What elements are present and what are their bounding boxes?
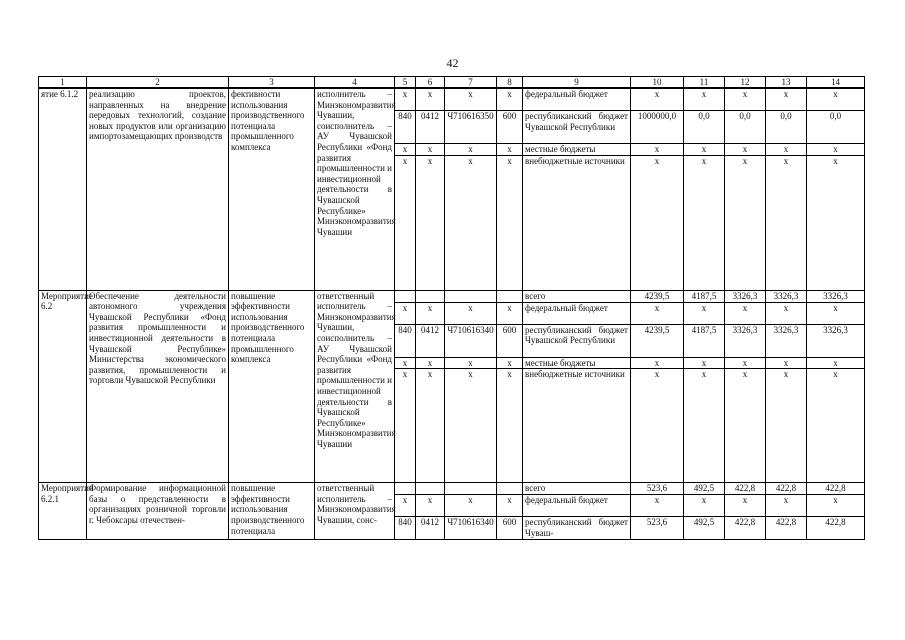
value-cell: х bbox=[445, 155, 497, 290]
value-cell: 492,5 bbox=[684, 517, 725, 540]
table-row bbox=[39, 290, 865, 302]
goal-cell: фективности использования производственного потенциала промышленного комплекса bbox=[229, 88, 315, 290]
value-cell: 0412 bbox=[416, 324, 445, 357]
column-header: 9 bbox=[523, 77, 631, 89]
value-cell: 4187,5 bbox=[684, 290, 725, 302]
value-cell: х bbox=[684, 495, 725, 517]
value-cell bbox=[497, 483, 523, 495]
value-cell bbox=[416, 483, 445, 495]
value-cell: х bbox=[684, 357, 725, 369]
value-cell: 4239,5 bbox=[631, 290, 684, 302]
value-cell: х bbox=[395, 302, 416, 324]
value-cell: х bbox=[766, 357, 807, 369]
value-cell: х bbox=[684, 155, 725, 290]
funding-source-cell: местные бюджеты bbox=[523, 357, 631, 369]
value-cell: 0,0 bbox=[766, 111, 807, 144]
value-cell: 0,0 bbox=[684, 111, 725, 144]
value-cell: х bbox=[631, 357, 684, 369]
funding-source-cell: местные бюджеты bbox=[523, 144, 631, 156]
value-cell: х bbox=[445, 495, 497, 517]
value-cell: 422,8 bbox=[766, 517, 807, 540]
value-cell: х bbox=[497, 88, 523, 111]
value-cell: 422,8 bbox=[725, 517, 766, 540]
column-header: 13 bbox=[766, 77, 807, 89]
funding-source-cell: федеральный бюджет bbox=[523, 302, 631, 324]
value-cell: х bbox=[416, 357, 445, 369]
value-cell: 840 bbox=[395, 517, 416, 540]
value-cell: х bbox=[631, 302, 684, 324]
goal-cell: повышение эффективности использования производственного потенциала bbox=[229, 483, 315, 540]
value-cell: Ч710616340 bbox=[445, 324, 497, 357]
value-cell: х bbox=[807, 369, 865, 483]
value-cell: 422,8 bbox=[725, 483, 766, 495]
value-cell: х bbox=[766, 155, 807, 290]
value-cell: х bbox=[497, 144, 523, 156]
value-cell: х bbox=[416, 302, 445, 324]
value-cell: х bbox=[631, 88, 684, 111]
value-cell: 523,6 bbox=[631, 517, 684, 540]
value-cell: 3326,3 bbox=[725, 324, 766, 357]
value-cell: х bbox=[395, 144, 416, 156]
funding-source-cell: внебюджетные источники bbox=[523, 369, 631, 483]
value-cell: х bbox=[766, 88, 807, 111]
value-cell: х bbox=[631, 144, 684, 156]
value-cell: х bbox=[497, 302, 523, 324]
value-cell: х bbox=[684, 302, 725, 324]
column-header: 11 bbox=[684, 77, 725, 89]
event-number-cell: ятие 6.1.2 bbox=[39, 88, 87, 290]
value-cell: х bbox=[807, 155, 865, 290]
value-cell: х bbox=[395, 357, 416, 369]
column-header: 7 bbox=[445, 77, 497, 89]
column-header: 3 bbox=[229, 77, 315, 89]
value-cell: х bbox=[766, 495, 807, 517]
funding-source-cell: республиканский бюджет Чуваш- bbox=[523, 517, 631, 540]
value-cell: х bbox=[445, 302, 497, 324]
value-cell: х bbox=[684, 144, 725, 156]
value-cell: х bbox=[725, 369, 766, 483]
column-header: 4 bbox=[315, 77, 395, 89]
value-cell bbox=[497, 290, 523, 302]
value-cell: х bbox=[416, 369, 445, 483]
funding-source-cell: республиканский бюджет Чувашской Республики bbox=[523, 111, 631, 144]
value-cell: х bbox=[497, 369, 523, 483]
value-cell: 600 bbox=[497, 324, 523, 357]
page-number: 42 bbox=[446, 56, 459, 70]
event-name-cell: Формирование информационной базы о представленности в организациях розничной торговли г. Чебоксары отечествен- bbox=[87, 483, 229, 540]
value-cell: 3326,3 bbox=[766, 324, 807, 357]
value-cell: х bbox=[766, 302, 807, 324]
value-cell: х bbox=[445, 144, 497, 156]
value-cell: х bbox=[766, 144, 807, 156]
value-cell: х bbox=[416, 155, 445, 290]
value-cell: х bbox=[395, 369, 416, 483]
value-cell: 840 bbox=[395, 324, 416, 357]
goal-cell: повышение эффективности использования производственного потенциала промышленного комплекса bbox=[229, 290, 315, 483]
value-cell: х bbox=[807, 144, 865, 156]
value-cell: х bbox=[766, 369, 807, 483]
value-cell: х bbox=[445, 88, 497, 111]
value-cell: 0,0 bbox=[807, 111, 865, 144]
value-cell: х bbox=[631, 495, 684, 517]
value-cell: х bbox=[725, 357, 766, 369]
value-cell: х bbox=[416, 144, 445, 156]
column-header: 2 bbox=[87, 77, 229, 89]
column-header: 5 bbox=[395, 77, 416, 89]
value-cell: 492,5 bbox=[684, 483, 725, 495]
header-row bbox=[39, 77, 865, 89]
value-cell: х bbox=[631, 155, 684, 290]
event-name-cell: Обеспечение деятельности автономного учреждения Чувашской Республики «Фонд развития промышленности и инвестиционной деятельности в Чувашской Республике» Министерства экономического развития, промышленности и торговли Чувашской Республики bbox=[87, 290, 229, 483]
column-header: 14 bbox=[807, 77, 865, 89]
value-cell: х bbox=[416, 495, 445, 517]
value-cell: 4239,5 bbox=[631, 324, 684, 357]
value-cell: х bbox=[725, 144, 766, 156]
value-cell: 422,8 bbox=[766, 483, 807, 495]
table-row bbox=[39, 483, 865, 495]
value-cell bbox=[395, 483, 416, 495]
value-cell: 1000000,0 bbox=[631, 111, 684, 144]
column-header: 1 bbox=[39, 77, 87, 89]
value-cell: х bbox=[497, 495, 523, 517]
value-cell: Ч710616340 bbox=[445, 517, 497, 540]
value-cell: х bbox=[807, 495, 865, 517]
value-cell: 0412 bbox=[416, 517, 445, 540]
value-cell: х bbox=[807, 357, 865, 369]
value-cell: 4187,5 bbox=[684, 324, 725, 357]
budget-table bbox=[38, 76, 865, 540]
value-cell: х bbox=[497, 357, 523, 369]
value-cell: х bbox=[631, 369, 684, 483]
value-cell: х bbox=[395, 495, 416, 517]
value-cell: х bbox=[807, 88, 865, 111]
value-cell bbox=[416, 290, 445, 302]
value-cell: х bbox=[725, 155, 766, 290]
value-cell: 0,0 bbox=[725, 111, 766, 144]
value-cell: х bbox=[684, 88, 725, 111]
value-cell: х bbox=[395, 155, 416, 290]
column-header: 12 bbox=[725, 77, 766, 89]
value-cell: 422,8 bbox=[807, 483, 865, 495]
event-number-cell: Мероприятие 6.2 bbox=[39, 290, 87, 483]
column-header: 8 bbox=[497, 77, 523, 89]
value-cell: 3326,3 bbox=[807, 290, 865, 302]
column-header: 10 bbox=[631, 77, 684, 89]
value-cell: х bbox=[725, 302, 766, 324]
funding-source-cell: всего bbox=[523, 290, 631, 302]
value-cell: 840 bbox=[395, 111, 416, 144]
executor-cell: ответственный исполнитель – Минэкономразвития Чувашии, соисполнитель – АУ Чувашской Республики «Фонд развития промышленности и инвестиционной деятельности в Чувашской Республике» Минэкономразвития Чувашии bbox=[315, 290, 395, 483]
value-cell: х bbox=[395, 88, 416, 111]
value-cell: х bbox=[445, 369, 497, 483]
value-cell: 600 bbox=[497, 517, 523, 540]
value-cell: х bbox=[807, 302, 865, 324]
event-name-cell: реализацию проектов, направленных на внедрение передовых технологий, создание новых продуктов или организацию импортозамещающих производств bbox=[87, 88, 229, 290]
value-cell: 600 bbox=[497, 111, 523, 144]
funding-source-cell: федеральный бюджет bbox=[523, 88, 631, 111]
value-cell: 422,8 bbox=[807, 517, 865, 540]
value-cell: х bbox=[684, 369, 725, 483]
column-header: 6 bbox=[416, 77, 445, 89]
value-cell bbox=[445, 290, 497, 302]
value-cell bbox=[445, 483, 497, 495]
funding-source-cell: внебюджетные источники bbox=[523, 155, 631, 290]
value-cell: 0412 bbox=[416, 111, 445, 144]
event-number-cell: Мероприятие 6.2.1 bbox=[39, 483, 87, 540]
value-cell: х bbox=[416, 88, 445, 111]
value-cell: 3326,3 bbox=[766, 290, 807, 302]
value-cell: х bbox=[725, 88, 766, 111]
funding-source-cell: всего bbox=[523, 483, 631, 495]
value-cell: 3326,3 bbox=[725, 290, 766, 302]
funding-source-cell: республиканский бюджет Чувашской Республики bbox=[523, 324, 631, 357]
value-cell bbox=[395, 290, 416, 302]
funding-source-cell: федеральный бюджет bbox=[523, 495, 631, 517]
table-row bbox=[39, 88, 865, 111]
value-cell: х bbox=[725, 495, 766, 517]
value-cell: Ч710616350 bbox=[445, 111, 497, 144]
executor-cell: исполнитель – Минэкономразвития Чувашии, соисполнитель – АУ Чувашской Республики «Фонд развития промышленности и инвестиционной деятельности в Чувашской Республике» Минэкономразвития Чувашии bbox=[315, 88, 395, 290]
executor-cell: ответственный исполнитель – Минэкономразвития Чувашии, сонс- bbox=[315, 483, 395, 540]
value-cell: 3326,3 bbox=[807, 324, 865, 357]
value-cell: 523,6 bbox=[631, 483, 684, 495]
value-cell: х bbox=[497, 155, 523, 290]
value-cell: х bbox=[445, 357, 497, 369]
